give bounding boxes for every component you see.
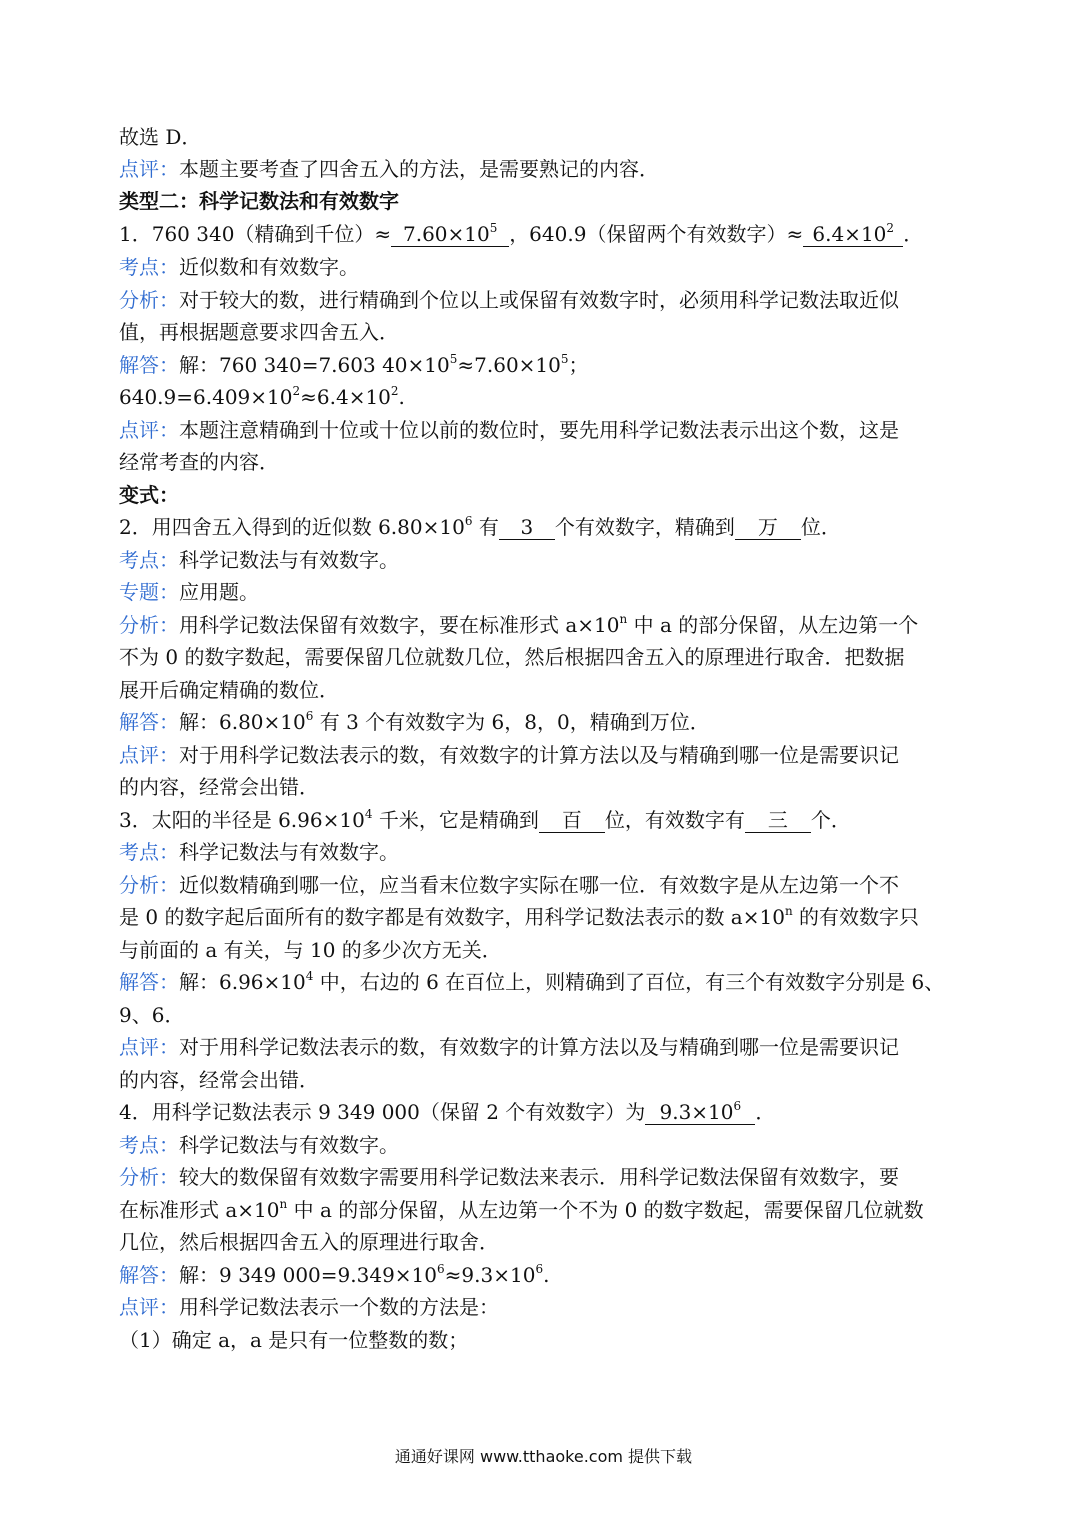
text-line: 值，再根据题意要求四舍五入．: [119, 320, 399, 344]
solution-line: 解答：解：760 340=7.603 $40\times 10^5\approx 7.60\times 10^5$；: [119, 352, 589, 377]
analysis-line: 分析：对于较大的数，进行精确到个位以上或保留有效数字时，必须用科学记数法取近似: [119, 288, 899, 312]
answer-blank: 百: [539, 808, 605, 833]
comment-label: 点评：: [119, 157, 179, 181]
solution-line: 解答：解：9 349 $000=9.349\times 10^6\approx 9.3\times 10^6$.: [119, 1262, 550, 1287]
answer-blank: $6.4\times 10^2$: [803, 222, 903, 247]
question-3: 3．太阳的半径是 $6.96\times 10^4$ 千米，它是精确到 百 位，有效数字有 三 个．: [119, 807, 851, 832]
text-line: 9、6．: [119, 1003, 185, 1027]
text-line: 在标准形式 $a\times 10^n$ 中 a 的部分保留，从左边第一个不为 0 的数字数起，需要保留几位就数: [119, 1197, 924, 1222]
question-4: 4．用科学记数法表示 9 349 000（保留 2 个有效数字）为 $9.3\times 10^6$ ．: [119, 1099, 776, 1124]
solution-line: 解答：解：$6.96\times 10^4$ 中，右边的 6 在百位上，则精确到了百位，有三个有效数字分别是 6、: [119, 969, 945, 994]
text-line: 的内容，经常会出错．: [119, 775, 319, 799]
variant-heading: 变式：: [119, 483, 179, 507]
answer-blank: 万: [735, 515, 801, 540]
analysis-line: 分析：用科学记数法保留有效数字，要在标准形式 $a\times 10^n$ 中 a 的部分保留，从左边第一个: [119, 612, 919, 637]
comment-line: 点评：对于用科学记数法表示的数，有效数字的计算方法以及与精确到哪一位是需要识记: [119, 1035, 899, 1059]
comment-line: 点评：用科学记数法表示一个数的方法是：: [119, 1295, 499, 1319]
knowledge-point-line: 考点：科学记数法与有效数字。: [119, 1133, 399, 1157]
section-heading: 类型二：科学记数法和有效数字: [119, 189, 399, 213]
text-line: 不为 0 的数字数起，需要保留几位就数几位，然后根据四舍五入的原理进行取舍．把数据: [119, 645, 905, 669]
knowledge-point-line: 考点：近似数和有效数字。: [119, 255, 359, 279]
text-line: 展开后确定精确的数位．: [119, 678, 339, 702]
text-line: 经常考查的内容．: [119, 450, 279, 474]
comment-line: 点评：对于用科学记数法表示的数，有效数字的计算方法以及与精确到哪一位是需要识记: [119, 743, 899, 767]
text-line: 的内容，经常会出错．: [119, 1068, 319, 1092]
text-line: 故选 D．: [119, 125, 202, 149]
answer-blank: 3: [499, 515, 555, 540]
comment-line: 点评：本题注意精确到十位或十位以前的数位时，要先用科学记数法表示出这个数，这是: [119, 418, 899, 442]
analysis-line: 分析：较大的数保留有效数字需要用科学记数法来表示．用科学记数法保留有效数字，要: [119, 1165, 899, 1189]
question-1: 1．760 340（精确到千位）≈ $7.60\times 10^5$ ，640.9（保留两个有效数字）≈ $6.4\times 10^2$ ．: [119, 221, 924, 246]
page-footer: 通通好课网 www.tthaoke.com 提供下载: [394, 1447, 693, 1466]
text-line: $640.9=6.409\times 10^2\approx 6.4\times 10^2$.: [119, 384, 405, 409]
text-line: 是 0 的数字起后面所有的数字都是有效数字，用科学记数法表示的数 $a\times 10^n$ 的有效数字只: [119, 904, 920, 929]
solution-line: 解答：解：$6.80\times 10^6$ 有 3 个有效数字为 6，8，0，精确到万位．: [119, 709, 710, 734]
comment-line: 点评：本题主要考查了四舍五入的方法，是需要熟记的内容．: [119, 157, 659, 181]
answer-blank: $9.3\times 10^6$: [645, 1100, 755, 1125]
knowledge-point-line: 考点：科学记数法与有效数字。: [119, 548, 399, 572]
topic-line: 专题：应用题。: [119, 580, 259, 604]
text-line: 与前面的 a 有关，与 10 的多少次方无关．: [119, 938, 502, 962]
analysis-line: 分析：近似数精确到哪一位，应当看末位数字实际在哪一位．有效数字是从左边第一个不: [119, 873, 899, 897]
text-line: 几位，然后根据四舍五入的原理进行取舍．: [119, 1230, 499, 1254]
answer-blank: 三: [745, 808, 811, 833]
question-2: 2．用四舍五入得到的近似数 $6.80\times 10^6$ 有 3 个有效数字，精确到 万 位．: [119, 514, 841, 539]
text-line: （1）确定 a，a 是只有一位整数的数；: [119, 1328, 469, 1352]
knowledge-point-line: 考点：科学记数法与有效数字。: [119, 840, 399, 864]
answer-blank: $7.60\times 10^5$: [391, 222, 509, 247]
